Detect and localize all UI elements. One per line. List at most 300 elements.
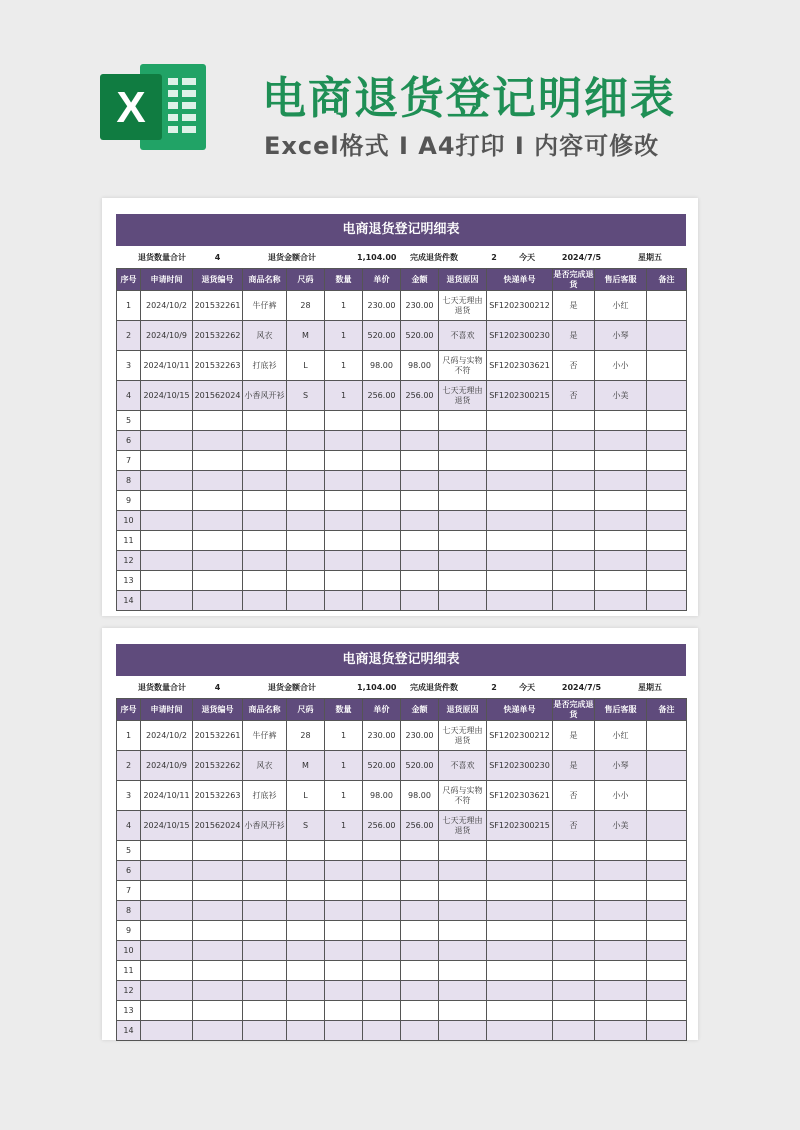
cell-service-agent[interactable]: 小红	[595, 291, 647, 321]
cell-product-name[interactable]: 牛仔裤	[243, 291, 287, 321]
cell-qty[interactable]: 1	[325, 381, 363, 411]
cell-unit-price[interactable]	[363, 411, 401, 431]
cell-service-agent[interactable]	[595, 881, 647, 901]
cell-remark[interactable]	[647, 531, 687, 551]
cell-apply-date[interactable]	[141, 981, 193, 1001]
cell-return-no[interactable]: 201562024	[193, 811, 243, 841]
cell-size[interactable]: 28	[287, 291, 325, 321]
cell-tracking-no[interactable]	[487, 1021, 553, 1041]
cell-product-name[interactable]	[243, 941, 287, 961]
cell-tracking-no[interactable]: SF1202300215	[487, 811, 553, 841]
cell-reason[interactable]	[439, 411, 487, 431]
cell-reason[interactable]: 不喜欢	[439, 321, 487, 351]
cell-tracking-no[interactable]	[487, 411, 553, 431]
cell-unit-price[interactable]	[363, 531, 401, 551]
cell-return-no[interactable]	[193, 451, 243, 471]
cell-product-name[interactable]: 小香风开衫	[243, 381, 287, 411]
cell-product-name[interactable]	[243, 491, 287, 511]
cell-apply-date[interactable]	[141, 861, 193, 881]
cell-remark[interactable]	[647, 961, 687, 981]
cell-qty[interactable]	[325, 961, 363, 981]
cell-service-agent[interactable]	[595, 981, 647, 1001]
cell-product-name[interactable]	[243, 961, 287, 981]
cell-qty[interactable]	[325, 841, 363, 861]
cell-unit-price[interactable]: 256.00	[363, 381, 401, 411]
cell-product-name[interactable]	[243, 511, 287, 531]
cell-tracking-no[interactable]	[487, 841, 553, 861]
cell-reason[interactable]	[439, 531, 487, 551]
cell-reason[interactable]	[439, 451, 487, 471]
cell-product-name[interactable]: 风衣	[243, 321, 287, 351]
cell-amount[interactable]	[401, 1001, 439, 1021]
cell-remark[interactable]	[647, 781, 687, 811]
cell-qty[interactable]: 1	[325, 291, 363, 321]
cell-return-no[interactable]	[193, 571, 243, 591]
cell-completed[interactable]	[553, 1021, 595, 1041]
cell-service-agent[interactable]	[595, 571, 647, 591]
cell-unit-price[interactable]	[363, 881, 401, 901]
cell-service-agent[interactable]	[595, 451, 647, 471]
cell-completed[interactable]	[553, 571, 595, 591]
cell-service-agent[interactable]	[595, 861, 647, 881]
cell-service-agent[interactable]	[595, 841, 647, 861]
cell-reason[interactable]: 七天无理由退货	[439, 721, 487, 751]
cell-apply-date[interactable]: 2024/10/9	[141, 321, 193, 351]
cell-qty[interactable]: 1	[325, 811, 363, 841]
cell-apply-date[interactable]: 2024/10/9	[141, 751, 193, 781]
cell-service-agent[interactable]	[595, 591, 647, 611]
cell-tracking-no[interactable]	[487, 981, 553, 1001]
cell-qty[interactable]	[325, 1021, 363, 1041]
cell-tracking-no[interactable]	[487, 1001, 553, 1021]
cell-remark[interactable]	[647, 811, 687, 841]
cell-return-no[interactable]: 201562024	[193, 381, 243, 411]
cell-seq[interactable]: 12	[117, 551, 141, 571]
cell-product-name[interactable]	[243, 571, 287, 591]
cell-tracking-no[interactable]	[487, 901, 553, 921]
cell-product-name[interactable]	[243, 981, 287, 1001]
cell-unit-price[interactable]	[363, 961, 401, 981]
cell-size[interactable]	[287, 841, 325, 861]
cell-completed[interactable]	[553, 491, 595, 511]
cell-return-no[interactable]	[193, 531, 243, 551]
cell-apply-date[interactable]	[141, 571, 193, 591]
cell-seq[interactable]: 8	[117, 901, 141, 921]
cell-completed[interactable]: 否	[553, 781, 595, 811]
cell-unit-price[interactable]	[363, 551, 401, 571]
cell-apply-date[interactable]	[141, 921, 193, 941]
cell-tracking-no[interactable]	[487, 571, 553, 591]
cell-service-agent[interactable]: 小美	[595, 381, 647, 411]
cell-remark[interactable]	[647, 451, 687, 471]
cell-seq[interactable]: 9	[117, 921, 141, 941]
cell-apply-date[interactable]	[141, 881, 193, 901]
cell-completed[interactable]: 否	[553, 811, 595, 841]
cell-unit-price[interactable]	[363, 921, 401, 941]
cell-completed[interactable]	[553, 961, 595, 981]
cell-seq[interactable]: 11	[117, 531, 141, 551]
cell-reason[interactable]: 尺码与实物不符	[439, 351, 487, 381]
cell-seq[interactable]: 11	[117, 961, 141, 981]
cell-apply-date[interactable]	[141, 531, 193, 551]
cell-size[interactable]	[287, 411, 325, 431]
cell-qty[interactable]: 1	[325, 321, 363, 351]
cell-size[interactable]	[287, 551, 325, 571]
cell-apply-date[interactable]: 2024/10/15	[141, 381, 193, 411]
cell-remark[interactable]	[647, 511, 687, 531]
cell-tracking-no[interactable]: SF1202300230	[487, 751, 553, 781]
cell-apply-date[interactable]	[141, 591, 193, 611]
cell-qty[interactable]	[325, 411, 363, 431]
cell-tracking-no[interactable]: SF1202300212	[487, 291, 553, 321]
cell-tracking-no[interactable]	[487, 531, 553, 551]
cell-remark[interactable]	[647, 471, 687, 491]
cell-return-no[interactable]	[193, 491, 243, 511]
cell-product-name[interactable]	[243, 1021, 287, 1041]
cell-remark[interactable]	[647, 751, 687, 781]
cell-return-no[interactable]	[193, 471, 243, 491]
cell-completed[interactable]	[553, 551, 595, 571]
cell-reason[interactable]	[439, 1021, 487, 1041]
cell-size[interactable]: L	[287, 351, 325, 381]
cell-amount[interactable]	[401, 901, 439, 921]
cell-seq[interactable]: 8	[117, 471, 141, 491]
cell-remark[interactable]	[647, 861, 687, 881]
cell-seq[interactable]: 4	[117, 381, 141, 411]
cell-seq[interactable]: 6	[117, 431, 141, 451]
cell-remark[interactable]	[647, 881, 687, 901]
cell-reason[interactable]	[439, 861, 487, 881]
cell-reason[interactable]	[439, 471, 487, 491]
cell-qty[interactable]	[325, 901, 363, 921]
cell-unit-price[interactable]	[363, 491, 401, 511]
cell-seq[interactable]: 5	[117, 841, 141, 861]
cell-amount[interactable]: 230.00	[401, 721, 439, 751]
cell-product-name[interactable]	[243, 881, 287, 901]
cell-completed[interactable]	[553, 861, 595, 881]
cell-amount[interactable]	[401, 491, 439, 511]
cell-reason[interactable]	[439, 921, 487, 941]
cell-unit-price[interactable]	[363, 591, 401, 611]
cell-service-agent[interactable]	[595, 961, 647, 981]
cell-remark[interactable]	[647, 551, 687, 571]
cell-reason[interactable]	[439, 981, 487, 1001]
cell-amount[interactable]	[401, 921, 439, 941]
cell-seq[interactable]: 10	[117, 941, 141, 961]
cell-remark[interactable]	[647, 321, 687, 351]
cell-reason[interactable]: 七天无理由退货	[439, 291, 487, 321]
cell-service-agent[interactable]	[595, 531, 647, 551]
cell-qty[interactable]	[325, 571, 363, 591]
cell-size[interactable]	[287, 1001, 325, 1021]
cell-product-name[interactable]	[243, 591, 287, 611]
cell-reason[interactable]	[439, 571, 487, 591]
cell-service-agent[interactable]	[595, 431, 647, 451]
cell-tracking-no[interactable]	[487, 551, 553, 571]
cell-qty[interactable]	[325, 491, 363, 511]
cell-unit-price[interactable]: 520.00	[363, 321, 401, 351]
cell-seq[interactable]: 6	[117, 861, 141, 881]
cell-remark[interactable]	[647, 291, 687, 321]
cell-reason[interactable]: 七天无理由退货	[439, 381, 487, 411]
cell-return-no[interactable]	[193, 921, 243, 941]
cell-service-agent[interactable]: 小红	[595, 721, 647, 751]
cell-return-no[interactable]	[193, 551, 243, 571]
cell-service-agent[interactable]	[595, 511, 647, 531]
cell-seq[interactable]: 7	[117, 451, 141, 471]
cell-size[interactable]	[287, 571, 325, 591]
cell-reason[interactable]	[439, 841, 487, 861]
cell-tracking-no[interactable]	[487, 881, 553, 901]
cell-size[interactable]: 28	[287, 721, 325, 751]
cell-apply-date[interactable]	[141, 411, 193, 431]
cell-size[interactable]	[287, 591, 325, 611]
cell-seq[interactable]: 12	[117, 981, 141, 1001]
cell-unit-price[interactable]	[363, 861, 401, 881]
cell-completed[interactable]: 否	[553, 351, 595, 381]
cell-amount[interactable]	[401, 431, 439, 451]
cell-amount[interactable]: 520.00	[401, 751, 439, 781]
cell-service-agent[interactable]: 小琴	[595, 751, 647, 781]
cell-remark[interactable]	[647, 981, 687, 1001]
cell-amount[interactable]	[401, 861, 439, 881]
cell-amount[interactable]	[401, 571, 439, 591]
cell-return-no[interactable]	[193, 431, 243, 451]
cell-product-name[interactable]	[243, 861, 287, 881]
cell-remark[interactable]	[647, 1001, 687, 1021]
cell-product-name[interactable]: 小香风开衫	[243, 811, 287, 841]
cell-unit-price[interactable]	[363, 471, 401, 491]
cell-service-agent[interactable]	[595, 1001, 647, 1021]
cell-completed[interactable]	[553, 841, 595, 861]
cell-completed[interactable]	[553, 1001, 595, 1021]
cell-amount[interactable]	[401, 1021, 439, 1041]
cell-amount[interactable]	[401, 551, 439, 571]
cell-qty[interactable]	[325, 511, 363, 531]
cell-reason[interactable]	[439, 881, 487, 901]
cell-product-name[interactable]	[243, 1001, 287, 1021]
cell-remark[interactable]	[647, 841, 687, 861]
cell-completed[interactable]: 是	[553, 321, 595, 351]
cell-completed[interactable]	[553, 411, 595, 431]
cell-apply-date[interactable]: 2024/10/2	[141, 721, 193, 751]
cell-completed[interactable]	[553, 471, 595, 491]
cell-qty[interactable]	[325, 981, 363, 1001]
cell-seq[interactable]: 9	[117, 491, 141, 511]
cell-qty[interactable]	[325, 881, 363, 901]
cell-qty[interactable]	[325, 471, 363, 491]
cell-unit-price[interactable]	[363, 941, 401, 961]
cell-size[interactable]: S	[287, 381, 325, 411]
cell-remark[interactable]	[647, 491, 687, 511]
cell-remark[interactable]	[647, 901, 687, 921]
cell-amount[interactable]: 98.00	[401, 351, 439, 381]
cell-completed[interactable]	[553, 531, 595, 551]
cell-completed[interactable]: 是	[553, 751, 595, 781]
cell-size[interactable]	[287, 941, 325, 961]
cell-completed[interactable]	[553, 511, 595, 531]
cell-unit-price[interactable]	[363, 981, 401, 1001]
cell-service-agent[interactable]	[595, 491, 647, 511]
cell-seq[interactable]: 14	[117, 1021, 141, 1041]
cell-size[interactable]	[287, 961, 325, 981]
cell-tracking-no[interactable]: SF1202303621	[487, 781, 553, 811]
cell-unit-price[interactable]: 98.00	[363, 351, 401, 381]
cell-size[interactable]: M	[287, 751, 325, 781]
cell-service-agent[interactable]	[595, 551, 647, 571]
cell-amount[interactable]	[401, 451, 439, 471]
cell-completed[interactable]: 是	[553, 291, 595, 321]
cell-amount[interactable]	[401, 591, 439, 611]
cell-seq[interactable]: 13	[117, 571, 141, 591]
cell-return-no[interactable]	[193, 881, 243, 901]
cell-tracking-no[interactable]	[487, 511, 553, 531]
cell-return-no[interactable]	[193, 1001, 243, 1021]
cell-seq[interactable]: 1	[117, 291, 141, 321]
cell-reason[interactable]: 尺码与实物不符	[439, 781, 487, 811]
cell-completed[interactable]	[553, 591, 595, 611]
cell-qty[interactable]	[325, 591, 363, 611]
cell-tracking-no[interactable]	[487, 591, 553, 611]
cell-return-no[interactable]	[193, 591, 243, 611]
cell-apply-date[interactable]	[141, 511, 193, 531]
cell-amount[interactable]	[401, 981, 439, 1001]
cell-amount[interactable]: 230.00	[401, 291, 439, 321]
cell-service-agent[interactable]	[595, 921, 647, 941]
cell-amount[interactable]	[401, 511, 439, 531]
cell-unit-price[interactable]	[363, 1021, 401, 1041]
cell-apply-date[interactable]	[141, 431, 193, 451]
cell-size[interactable]	[287, 881, 325, 901]
cell-apply-date[interactable]: 2024/10/2	[141, 291, 193, 321]
cell-product-name[interactable]	[243, 471, 287, 491]
cell-service-agent[interactable]: 小小	[595, 351, 647, 381]
cell-apply-date[interactable]: 2024/10/11	[141, 781, 193, 811]
cell-seq[interactable]: 7	[117, 881, 141, 901]
cell-service-agent[interactable]	[595, 901, 647, 921]
cell-completed[interactable]	[553, 921, 595, 941]
cell-reason[interactable]	[439, 941, 487, 961]
cell-tracking-no[interactable]	[487, 921, 553, 941]
cell-remark[interactable]	[647, 941, 687, 961]
cell-return-no[interactable]	[193, 901, 243, 921]
cell-return-no[interactable]: 201532263	[193, 781, 243, 811]
cell-apply-date[interactable]	[141, 841, 193, 861]
cell-size[interactable]	[287, 921, 325, 941]
cell-size[interactable]	[287, 451, 325, 471]
cell-size[interactable]	[287, 431, 325, 451]
cell-apply-date[interactable]	[141, 491, 193, 511]
cell-product-name[interactable]	[243, 551, 287, 571]
cell-completed[interactable]: 是	[553, 721, 595, 751]
cell-return-no[interactable]	[193, 411, 243, 431]
cell-product-name[interactable]: 风衣	[243, 751, 287, 781]
cell-remark[interactable]	[647, 381, 687, 411]
cell-amount[interactable]: 256.00	[401, 381, 439, 411]
cell-remark[interactable]	[647, 351, 687, 381]
cell-amount[interactable]	[401, 471, 439, 491]
cell-unit-price[interactable]: 230.00	[363, 291, 401, 321]
cell-seq[interactable]: 10	[117, 511, 141, 531]
cell-completed[interactable]	[553, 901, 595, 921]
cell-reason[interactable]	[439, 901, 487, 921]
cell-completed[interactable]	[553, 431, 595, 451]
cell-apply-date[interactable]	[141, 471, 193, 491]
cell-size[interactable]: L	[287, 781, 325, 811]
cell-tracking-no[interactable]: SF1202300230	[487, 321, 553, 351]
cell-reason[interactable]	[439, 551, 487, 571]
cell-tracking-no[interactable]	[487, 431, 553, 451]
cell-completed[interactable]	[553, 881, 595, 901]
cell-seq[interactable]: 3	[117, 781, 141, 811]
cell-amount[interactable]	[401, 841, 439, 861]
cell-remark[interactable]	[647, 411, 687, 431]
cell-tracking-no[interactable]	[487, 491, 553, 511]
cell-unit-price[interactable]	[363, 451, 401, 471]
cell-return-no[interactable]	[193, 961, 243, 981]
cell-completed[interactable]	[553, 981, 595, 1001]
cell-apply-date[interactable]	[141, 1001, 193, 1021]
cell-service-agent[interactable]: 小小	[595, 781, 647, 811]
cell-unit-price[interactable]: 520.00	[363, 751, 401, 781]
cell-qty[interactable]	[325, 1001, 363, 1021]
cell-return-no[interactable]	[193, 841, 243, 861]
cell-product-name[interactable]	[243, 901, 287, 921]
cell-return-no[interactable]: 201532262	[193, 751, 243, 781]
cell-reason[interactable]: 不喜欢	[439, 751, 487, 781]
cell-return-no[interactable]: 201532263	[193, 351, 243, 381]
cell-amount[interactable]: 256.00	[401, 811, 439, 841]
cell-apply-date[interactable]: 2024/10/11	[141, 351, 193, 381]
cell-return-no[interactable]: 201532261	[193, 291, 243, 321]
cell-qty[interactable]	[325, 941, 363, 961]
cell-seq[interactable]: 13	[117, 1001, 141, 1021]
cell-amount[interactable]	[401, 411, 439, 431]
cell-remark[interactable]	[647, 571, 687, 591]
cell-remark[interactable]	[647, 431, 687, 451]
cell-qty[interactable]	[325, 861, 363, 881]
cell-qty[interactable]	[325, 531, 363, 551]
cell-size[interactable]: M	[287, 321, 325, 351]
cell-size[interactable]	[287, 981, 325, 1001]
cell-remark[interactable]	[647, 591, 687, 611]
cell-qty[interactable]	[325, 451, 363, 471]
cell-remark[interactable]	[647, 921, 687, 941]
cell-amount[interactable]	[401, 961, 439, 981]
cell-size[interactable]: S	[287, 811, 325, 841]
cell-return-no[interactable]	[193, 511, 243, 531]
cell-return-no[interactable]: 201532262	[193, 321, 243, 351]
cell-tracking-no[interactable]	[487, 941, 553, 961]
cell-apply-date[interactable]: 2024/10/15	[141, 811, 193, 841]
cell-seq[interactable]: 2	[117, 751, 141, 781]
cell-apply-date[interactable]	[141, 901, 193, 921]
cell-completed[interactable]	[553, 941, 595, 961]
cell-unit-price[interactable]	[363, 841, 401, 861]
cell-size[interactable]	[287, 1021, 325, 1041]
cell-unit-price[interactable]: 256.00	[363, 811, 401, 841]
cell-unit-price[interactable]: 98.00	[363, 781, 401, 811]
cell-remark[interactable]	[647, 721, 687, 751]
cell-remark[interactable]	[647, 1021, 687, 1041]
cell-unit-price[interactable]	[363, 1001, 401, 1021]
cell-tracking-no[interactable]	[487, 961, 553, 981]
cell-qty[interactable]	[325, 551, 363, 571]
cell-reason[interactable]	[439, 431, 487, 451]
cell-reason[interactable]	[439, 491, 487, 511]
cell-seq[interactable]: 3	[117, 351, 141, 381]
cell-return-no[interactable]	[193, 861, 243, 881]
